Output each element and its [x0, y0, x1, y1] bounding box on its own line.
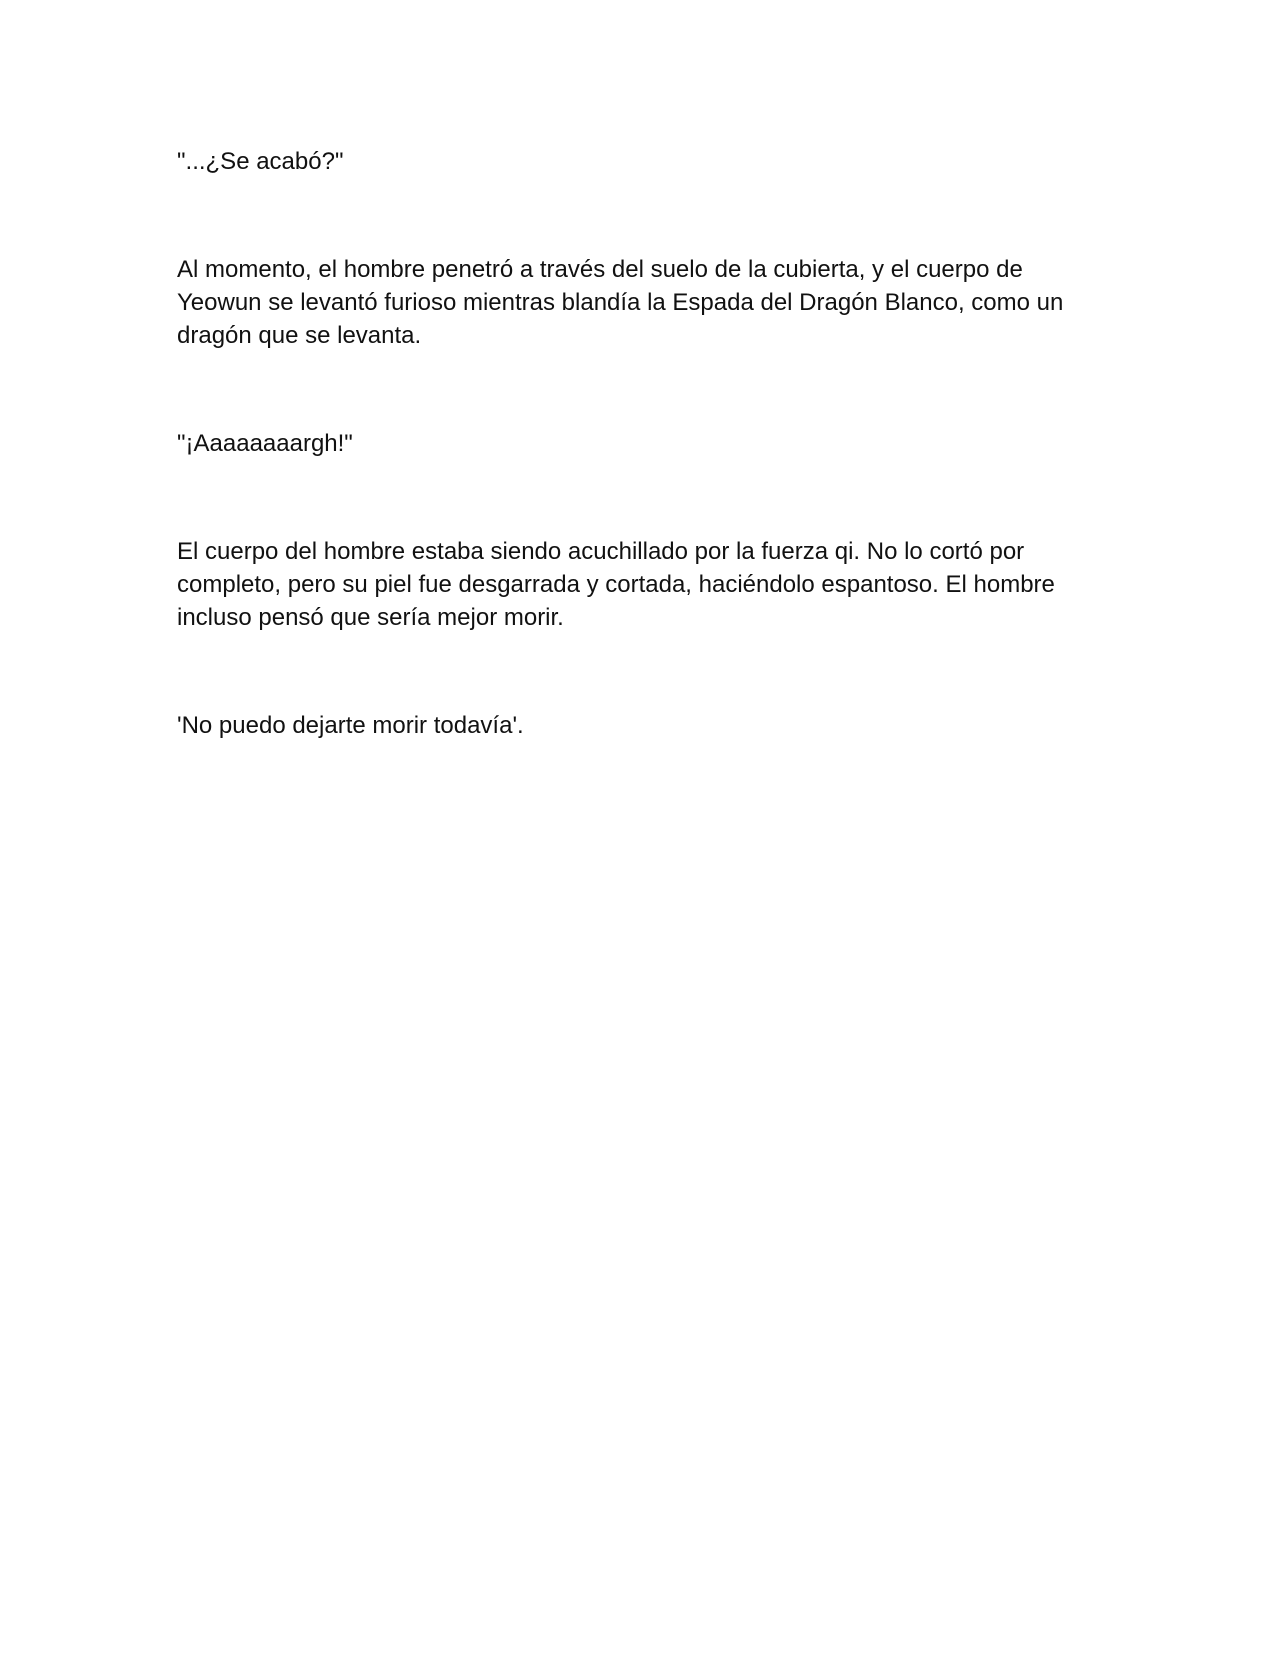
paragraph-narration-1: Al momento, el hombre penetró a través del suelo de la cubierta, y el cuerpo de Yeowun se levantó furioso mientras blandía la Espada del Dragón Blanco, como un dragón que se levanta. [177, 256, 1064, 349]
paragraph-thought: 'No puedo dejarte morir todavía'. [177, 712, 524, 739]
paragraph-gap [177, 460, 1107, 535]
paragraph-dialogue-1: "...¿Se acabó?" [177, 148, 344, 175]
paragraph-dialogue-2: "¡Aaaaaaaargh!" [177, 430, 353, 457]
paragraph-gap [177, 352, 1107, 427]
paragraph-narration-2: El cuerpo del hombre estaba siendo acuchillado por la fuerza qi. No lo cortó por completo, pero su piel fue desgarrada y cortada, haciéndolo espantoso. El hombre incluso pensó que sería mejor morir. [177, 538, 1055, 631]
paragraph-gap [177, 634, 1107, 709]
document-body [177, 145, 1107, 742]
paragraph-gap [177, 178, 1107, 253]
